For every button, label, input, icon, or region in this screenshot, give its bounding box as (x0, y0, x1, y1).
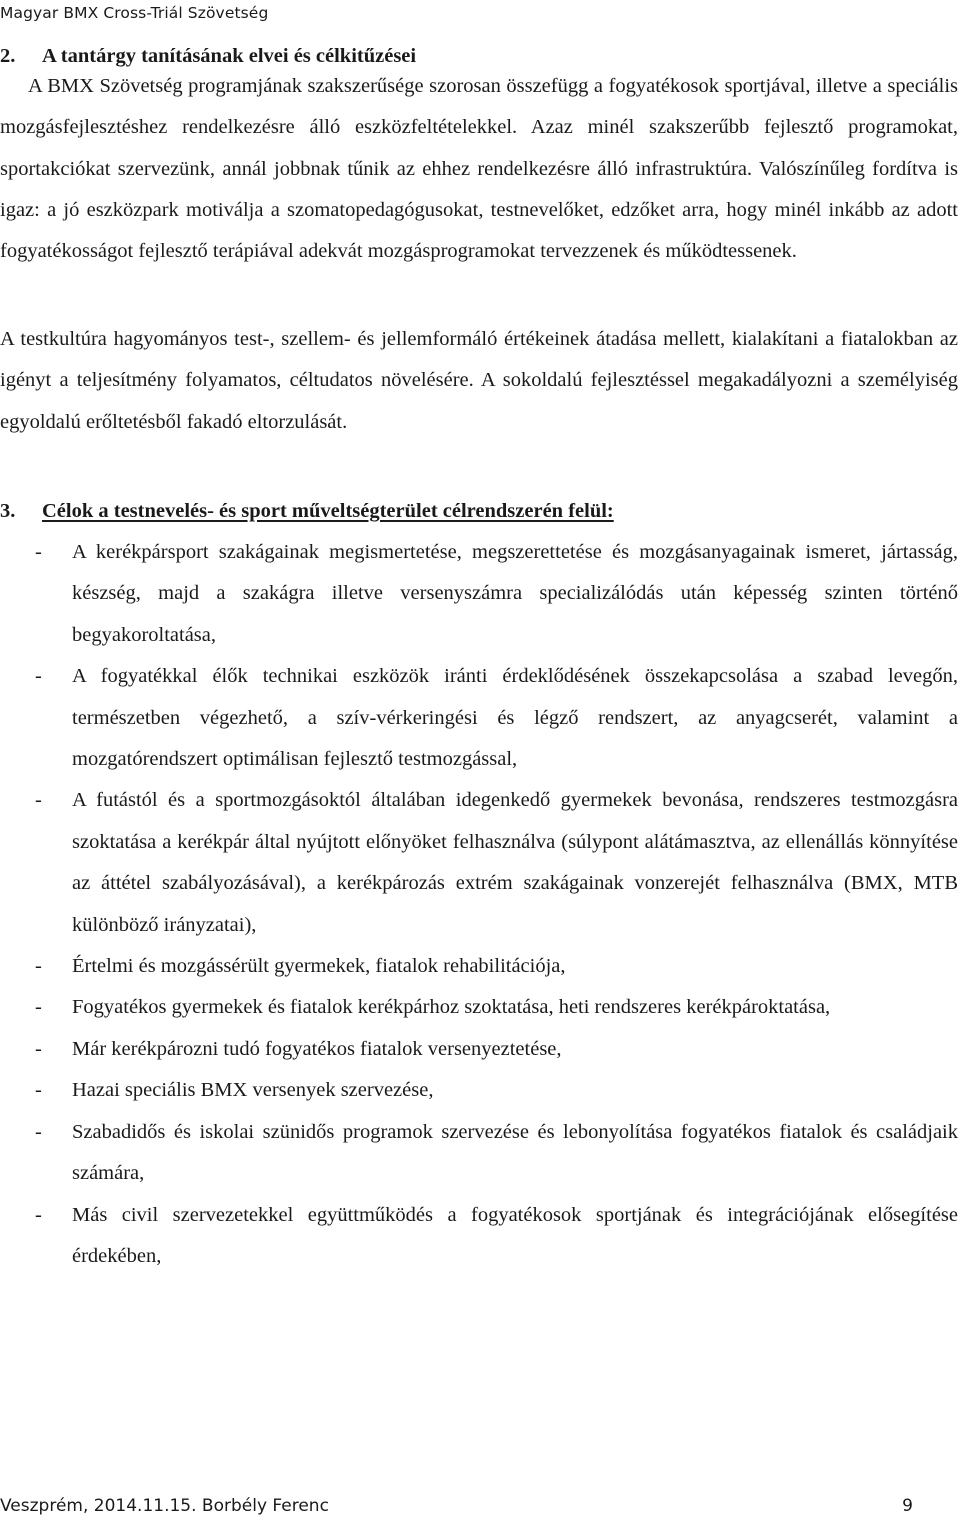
list-item (0, 1112, 958, 1195)
list-item-text: A fogyatékkal élők technikai eszközök iránti érdeklődésének összekapcsolása a szabad levegőn, természetben végezhető, a szív-vérkeringési és légző rendszert, az anyagcserét, valamint a mozgatórendszert optimálisan fejlesztő testmozgással, (72, 665, 958, 771)
page-number: 9 (902, 1496, 913, 1516)
section-2-number: 2. (0, 45, 16, 67)
list-item-text: Hazai speciális BMX versenyek szervezése, (72, 1079, 434, 1102)
list-item (0, 1029, 958, 1070)
section-2-paragraph-2-text: A testkultúra hagyományos test-, szellem- és jellemformáló értékeinek átadása mellett, kialakítani a fiatalokban az igényt a teljesítmény folyamatos, céltudatos növelésére. A sokoldalú fejlesztéssel megakadályozni a személyiség egyoldalú erőltetésből fakadó eltorzulását. (0, 328, 958, 433)
list-item (0, 946, 958, 987)
section-3-title: Célok a testnevelés- és sport műveltségterület célrendszerén felül: (42, 500, 614, 522)
section-3-number: 3. (0, 500, 16, 522)
list-bullet: - (35, 1120, 42, 1143)
list-bullet: - (35, 1079, 42, 1102)
list-bullet: - (35, 1037, 42, 1060)
list-item (0, 1195, 958, 1278)
list-item (0, 1070, 958, 1111)
section-2-paragraph-1 (0, 66, 958, 272)
list-item-text: Értelmi és mozgássérült gyermekek, fiatalok rehabilitációja, (72, 955, 566, 978)
list-bullet: - (35, 1203, 42, 1226)
list-item-text: A futástól és a sportmozgásoktól általában idegenkedő gyermekek bevonása, rendszeres testmozgásra szoktatása a kerékpár által nyújtott előnyöket felhasználva (súlypont alátámasztva, az ellenállás könnyítése az áttétel szabályozásával), a kerékpározás extrém szakágainak vonzerejét felhasználva (BMX, MTB különböző irányzatai), (72, 789, 958, 936)
page-header (0, 4, 268, 22)
list-item-text: Szabadidős és iskolai szünidős programok szervezése és lebonyolítása fogyatékos fiatalok és családjaik számára, (72, 1120, 958, 1185)
list-item (0, 780, 958, 946)
footer-place-date-author: Veszprém, 2014.11.15. Borbély Ferenc (0, 1496, 329, 1516)
list-item-text: Fogyatékos gyermekek és fiatalok kerékpárhoz szoktatása, heti rendszeres kerékpároktatása, (72, 996, 831, 1019)
list-item-text: Más civil szervezetekkel együttműködés a fogyatékosok sportjának és integrációjának elősegítése érdekében, (72, 1203, 958, 1267)
section-2-paragraph-1-text: A BMX Szövetség programjának szakszerűsége szorosan összefügg a fogyatékosok sportjával, illetve a speciális mozgásfejlesztéshez rendelkezésre álló eszközfeltételekkel. Azaz minél szakszerűbb fejlesztő programokat, sportakciókat szervezünk, annál jobbnak tűnik az ehhez rendelkezésre álló infrastruktúra. Valószínűleg fordítva is igaz: a jó eszközpark motiválja a szomatopedagógusokat, testnevelőket, edzőket arra, hogy minél inkább az adott fogyatékosságot fejlesztő terápiával adekvát mozgásprogramokat tervezzenek és működtessenek. (0, 75, 958, 263)
list-item (0, 532, 958, 656)
list-bullet: - (35, 665, 42, 688)
list-bullet: - (35, 996, 42, 1019)
list-item (0, 987, 958, 1028)
list-item-text: Már kerékpározni tudó fogyatékos fiatalok versenyeztetése, (72, 1037, 562, 1060)
section-2-heading (0, 45, 416, 68)
list-item-text: A kerékpársport szakágainak megismertetése, megszerettetése és mozgásanyagainak ismeret, jártasság, készség, majd a szakágra illetve versenyszámra specializálódás után képesség szinten történő begyakoroltatása, (72, 541, 958, 646)
section-2-title: A tantárgy tanításának elvei és célkitűzései (42, 45, 417, 67)
section-3-heading (0, 500, 614, 523)
goals-list (0, 532, 958, 1277)
list-item (0, 656, 958, 780)
list-bullet: - (35, 789, 42, 812)
list-bullet: - (35, 541, 42, 563)
section-2-paragraph-2 (0, 319, 958, 443)
list-bullet: - (35, 955, 42, 978)
header-organization: Magyar BMX Cross-Triál Szövetség (0, 4, 269, 22)
